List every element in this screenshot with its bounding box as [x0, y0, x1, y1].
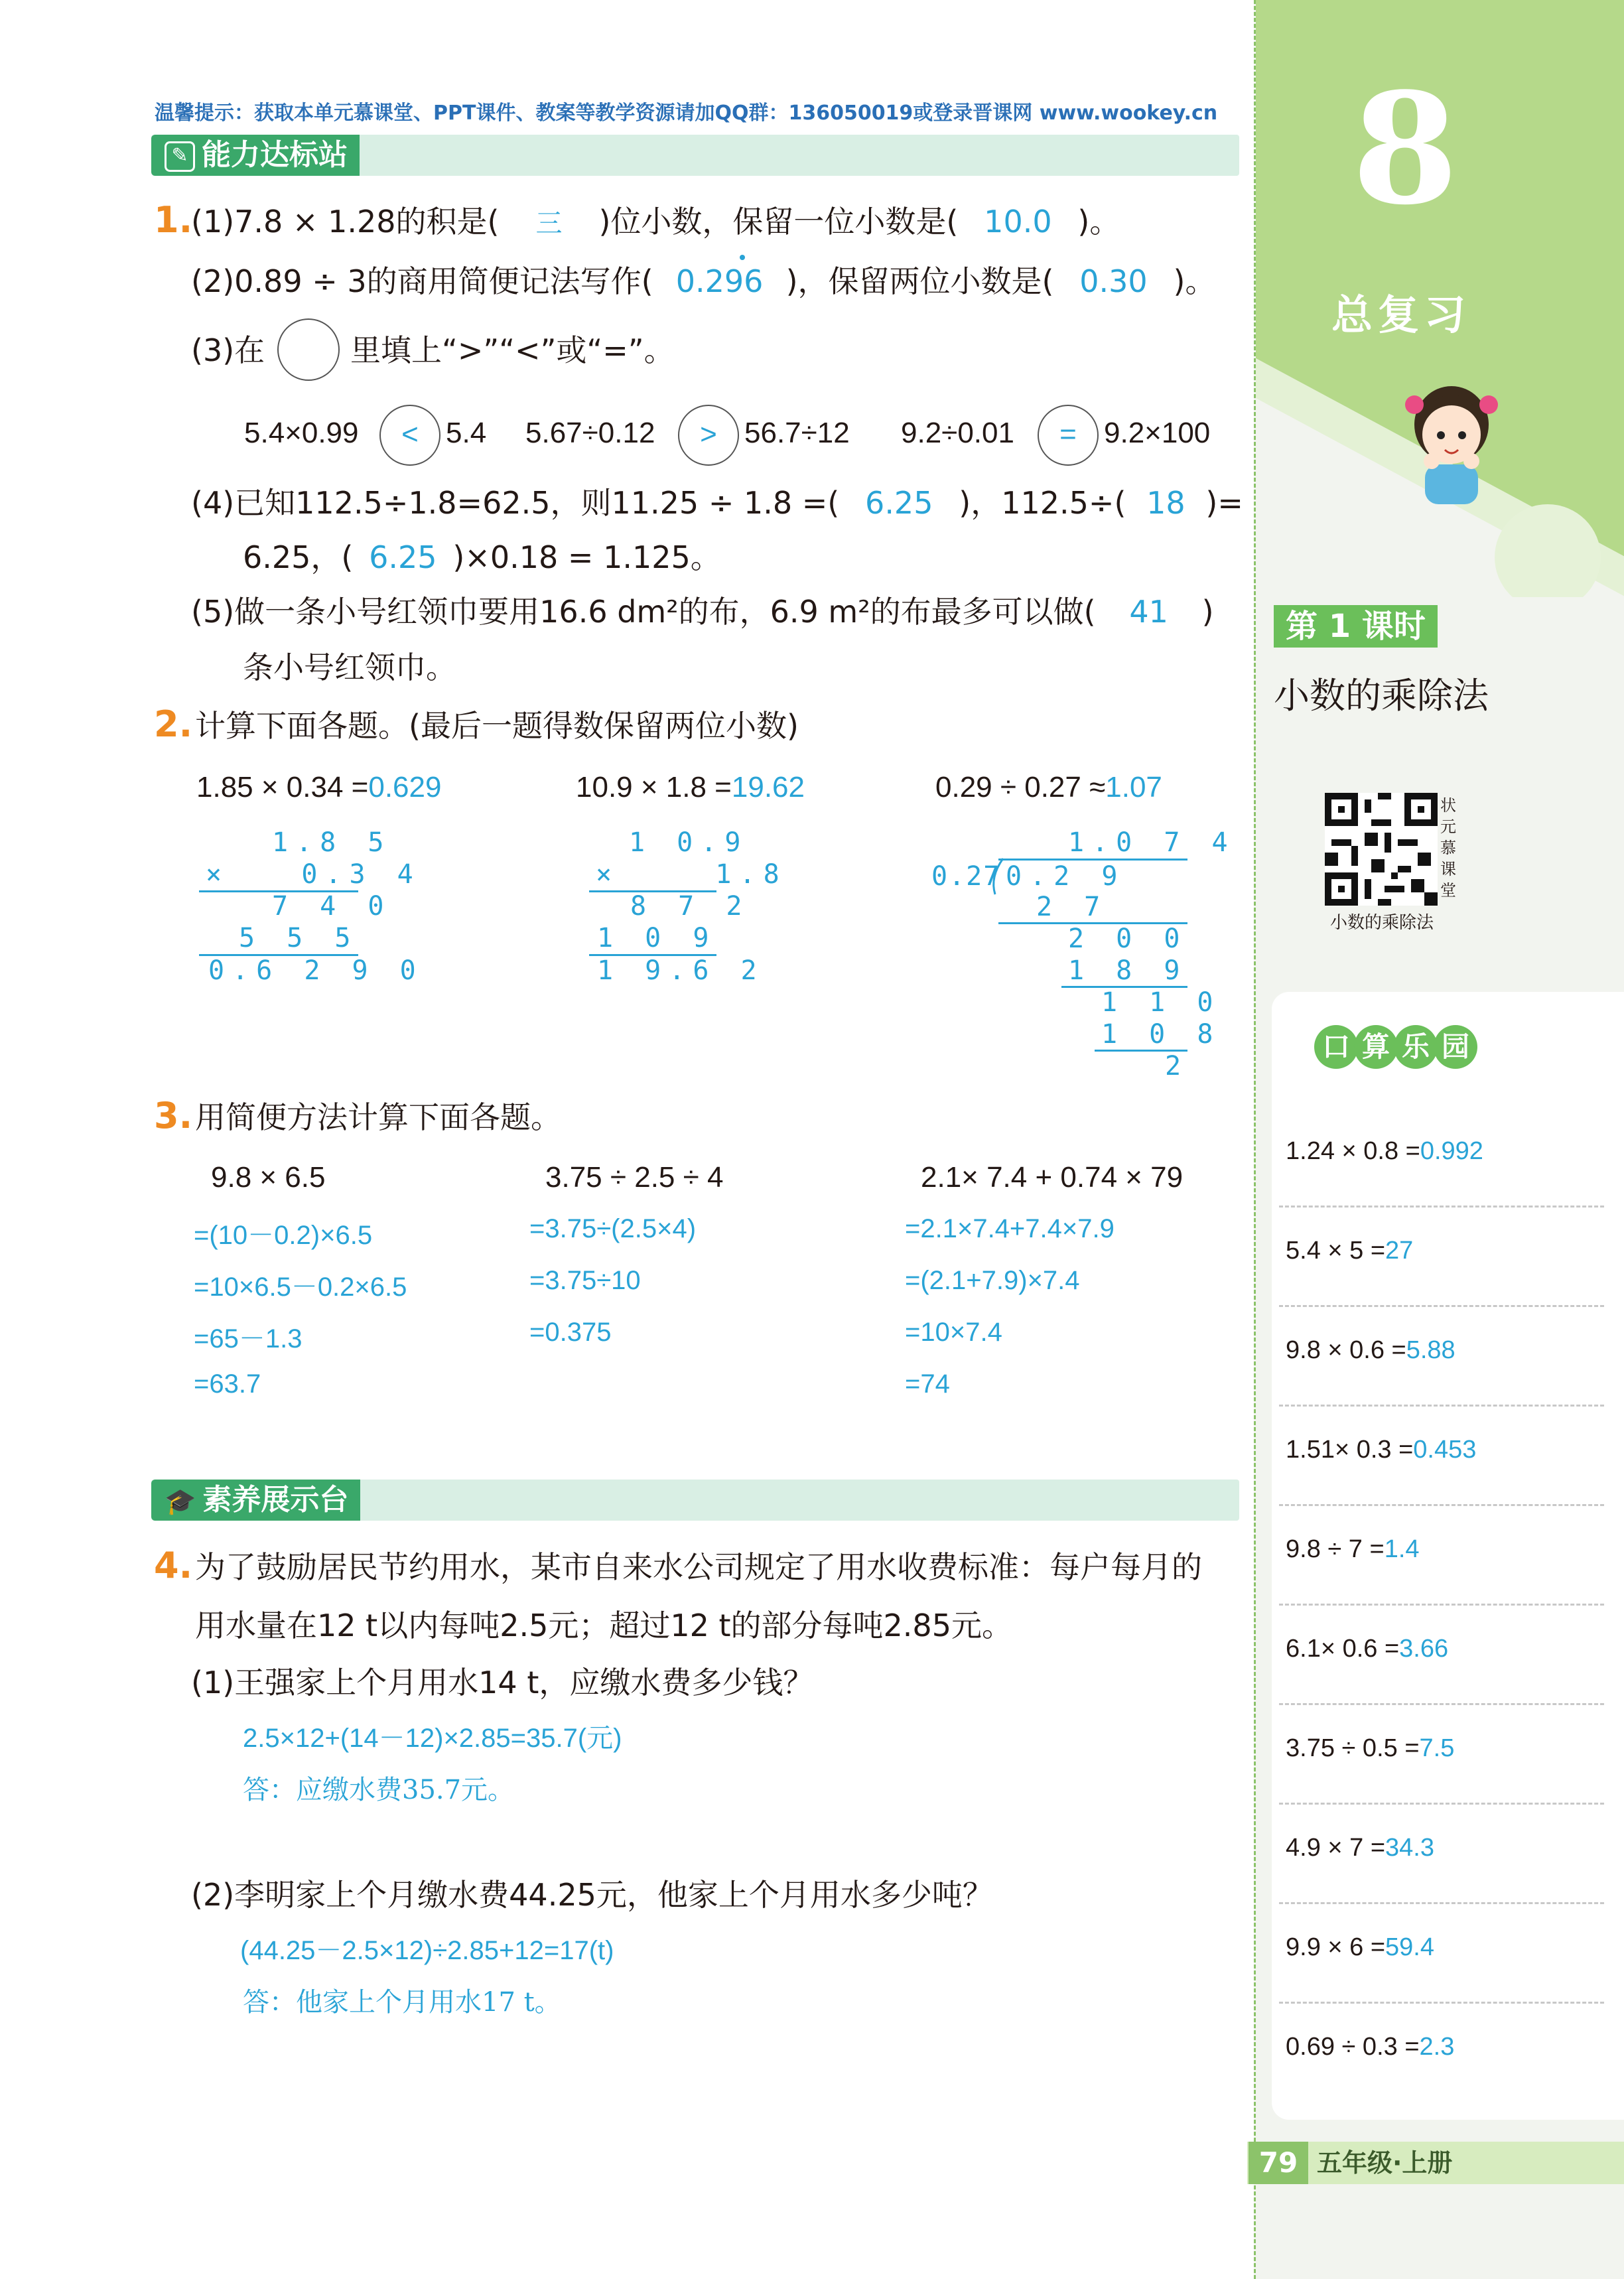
q1-part4-cont: 6.25，( 6.25 )×0.18 = 1.125。 [243, 537, 721, 577]
answer: 41 [1129, 594, 1168, 630]
oral-answer: 34.3 [1385, 1834, 1434, 1862]
vertical-calc-line: 0.6 2 9 0 [208, 955, 424, 986]
repeat-dot [740, 255, 745, 260]
oral-answer: 5.88 [1406, 1336, 1455, 1364]
header-notice: 温馨提示：获取本单元慕课堂、PPT课件、教案等教学资源请加QQ群：136050019或登录晋课网 www.wookey.cn [155, 102, 1218, 125]
vertical-calc-line: 1 0 9 [597, 923, 717, 953]
oral-question: 3.75 ÷ 0.5 = [1286, 1734, 1420, 1762]
q1-part4: (4)已知112.5÷1.8=62.5，则11.25 ÷ 1.8 =( 6.25 )，112.5÷( 18 )= [191, 483, 1243, 523]
q3-step: =10×7.4 [905, 1318, 1002, 1347]
q3-step: =(10－0.2)×6.5 [194, 1221, 373, 1250]
section-tag [151, 135, 360, 176]
section-tag [151, 1480, 360, 1521]
q3-step: =3.75÷(2.5×4) [529, 1214, 697, 1243]
oral-question: 9.8 ÷ 7 = [1286, 1535, 1385, 1563]
oral-title-char: 乐 [1394, 1025, 1438, 1069]
section-title: 能力达标站 [202, 138, 348, 172]
compare-right: 9.2×100 [1104, 417, 1211, 449]
answer: 0.296 [675, 263, 764, 299]
division-quotient: 1.0 7 4 [1068, 827, 1236, 858]
q1-part1: (1)7.8 × 1.28的积是( 三 )位小数，保留一位小数是( 10.0 )。 [191, 202, 1120, 243]
q3-step: =0.375 [529, 1318, 612, 1347]
oral-answer: 0.453 [1413, 1436, 1477, 1464]
graduation-cap-icon: 🎓 [165, 1487, 196, 1516]
oral-item [1279, 2010, 1604, 2103]
vertical-calc-line: 1 0.9 [629, 827, 749, 858]
oral-item [1279, 1712, 1604, 1805]
unit-number: 8 [1352, 60, 1459, 239]
q4-sub1: (1)王强家上个月用水14 t，应缴水费多少钱？ [191, 1665, 814, 1700]
q1-part2: (2)0.89 ÷ 3的商用简便记法写作( 0.296 )，保留两位小数是( 0.30 )。 [191, 261, 1215, 301]
q4-text: 为了鼓励居民节约用水，某市自来水公司规定了用水收费标准：每户每月的 [195, 1549, 1202, 1585]
oral-question: 9.9 × 6 = [1286, 1933, 1386, 1961]
q1-number: 1. [154, 199, 193, 241]
qr-caption: 小数的乘除法 [1330, 913, 1434, 933]
compare-symbol: < [401, 418, 419, 450]
pencil-icon: ✎ [165, 141, 195, 172]
q3-step: =3.75÷10 [529, 1266, 641, 1295]
oral-item [1279, 1214, 1604, 1307]
answer: 6.25 [369, 539, 437, 575]
compare-left: 5.4×0.99 [244, 417, 359, 449]
oral-item [1279, 1811, 1604, 1904]
q2-item: 1.85 × 0.34 =0.629 [196, 771, 442, 803]
q3-step: =(2.1+7.9)×7.4 [905, 1266, 1080, 1295]
q3-step: =63.7 [194, 1369, 261, 1399]
oral-question: 0.69 ÷ 0.3 = [1286, 2033, 1420, 2061]
q3-title: 用简便方法计算下面各题。 [195, 1099, 561, 1135]
lesson-tag: 第 1 课时 [1274, 605, 1438, 648]
compare-left: 5.67÷0.12 [525, 417, 655, 449]
oral-answer: 2.3 [1419, 2033, 1455, 2061]
answer: 6.25 [865, 485, 933, 521]
oral-item [1279, 1612, 1604, 1705]
page-number: 79 [1249, 2142, 1308, 2184]
compare-symbol: > [700, 418, 717, 450]
q4-answer: 答：他家上个月用水17 t。 [243, 1987, 561, 2018]
vertical-calc-line: 5 5 5 [239, 923, 359, 953]
division-dividend: 0.2 9 [1006, 861, 1126, 892]
blank-circle [277, 318, 340, 381]
division-step: 1 1 0 [1101, 987, 1221, 1018]
oral-question: 1.51× 0.3 = [1286, 1436, 1414, 1464]
lesson-title: 小数的乘除法 [1274, 675, 1489, 717]
oral-title-char: 口 [1314, 1025, 1358, 1069]
q4-number: 4. [154, 1545, 193, 1586]
vertical-calc-line: × 1.8 [596, 859, 787, 890]
oral-answer: 27 [1385, 1237, 1414, 1265]
compare-right: 56.7÷12 [744, 417, 850, 449]
answer: 18 [1146, 485, 1185, 521]
q1-part5: (5)做一条小号红领巾要用16.6 dm²的布，6.9 m²的布最多可以做( 41 ) [191, 592, 1214, 632]
q4-answer: 答：应缴水费35.7元。 [243, 1775, 515, 1805]
section-title: 素养展示台 [202, 1483, 349, 1517]
oral-item [1279, 1911, 1604, 2004]
q3-problem: 3.75 ÷ 2.5 ÷ 4 [545, 1161, 724, 1194]
vertical-calc-line: × 0.3 4 [206, 859, 421, 890]
vertical-calc-line: 7 4 0 [272, 891, 392, 922]
qr-code [1325, 793, 1438, 906]
oral-answer: 1.4 [1384, 1535, 1420, 1563]
q2-number: 2. [154, 703, 193, 745]
oral-title-char: 园 [1434, 1025, 1477, 1069]
q4-sub2: (2)李明家上个月缴水费44.25元，他家上个月用水多少吨？ [191, 1877, 993, 1913]
answer: 10.0 [984, 204, 1052, 240]
q2-item: 0.29 ÷ 0.27 ≈1.07 [935, 771, 1162, 803]
division-step: 1 8 9 [1068, 955, 1188, 986]
oral-title-char: 算 [1354, 1025, 1398, 1069]
division-bar [998, 859, 1187, 861]
q1-part3: (3)在 [191, 332, 265, 368]
oral-question: 5.4 × 5 = [1286, 1237, 1386, 1265]
q3-step: =74 [905, 1369, 950, 1399]
division-step: 2 7 [1036, 892, 1109, 922]
q1-part3-instr: 里填上“>”“<”或“=”。 [350, 332, 675, 368]
q3-problem: 9.8 × 6.5 [211, 1161, 326, 1194]
compare-symbol: = [1059, 418, 1077, 450]
q2-item: 10.9 × 1.8 =19.62 [576, 771, 805, 803]
oral-answer: 0.992 [1420, 1137, 1483, 1165]
oral-answer: 59.4 [1385, 1933, 1434, 1961]
oral-item [1279, 1413, 1604, 1506]
oral-answer: 3.66 [1399, 1635, 1449, 1663]
qr-side-text: 状元慕课堂 [1440, 796, 1456, 900]
q3-number: 3. [154, 1095, 193, 1137]
grade-label: 五年级·上册 [1317, 2148, 1453, 2177]
q4-text: 用水量在12 t以内每吨2.5元；超过12 t的部分每吨2.85元。 [195, 1608, 1012, 1643]
oral-question: 6.1× 0.6 = [1286, 1635, 1400, 1663]
vertical-calc-line: 1 9.6 2 [597, 955, 765, 986]
division-divisor: 0.27 [931, 861, 1001, 892]
vertical-calc-line: 8 7 2 [630, 891, 750, 922]
answer: 0.30 [1079, 263, 1148, 299]
compare-left: 9.2÷0.01 [901, 417, 1014, 449]
q1-part5-cont: 条小号红领巾。 [243, 650, 456, 685]
division-step: 1 0 8 [1101, 1019, 1221, 1050]
oral-question: 9.8 × 0.6 = [1286, 1336, 1406, 1364]
oral-item [1279, 1314, 1604, 1407]
answer: 三 [535, 208, 563, 239]
girl-illustration [1405, 372, 1498, 504]
vertical-calc-line: 1.8 5 [272, 827, 392, 858]
division-step: 2 [1165, 1051, 1189, 1081]
oral-item [1279, 1115, 1604, 1208]
compare-right: 5.4 [446, 417, 487, 449]
unit-title: 总复习 [1331, 291, 1471, 339]
q4-work: 2.5×12+(14－12)×2.85=35.7(元) [243, 1724, 622, 1753]
q3-step: =2.1×7.4+7.4×7.9 [905, 1214, 1115, 1243]
q3-problem: 2.1× 7.4 + 0.74 × 79 [921, 1161, 1184, 1194]
q3-step: =10×6.5－0.2×6.5 [194, 1273, 407, 1302]
q4-work: (44.25－2.5×12)÷2.85+12=17(t) [240, 1936, 614, 1965]
oral-answer: 7.5 [1419, 1734, 1455, 1762]
oral-item [1279, 1513, 1604, 1606]
division-step: 2 0 0 [1068, 924, 1188, 954]
oral-question: 4.9 × 7 = [1286, 1834, 1386, 1862]
q3-step: =65－1.3 [194, 1324, 303, 1353]
oral-question: 1.24 × 0.8 = [1286, 1137, 1420, 1165]
q2-title: 计算下面各题。(最后一题得数保留两位小数) [195, 708, 799, 744]
